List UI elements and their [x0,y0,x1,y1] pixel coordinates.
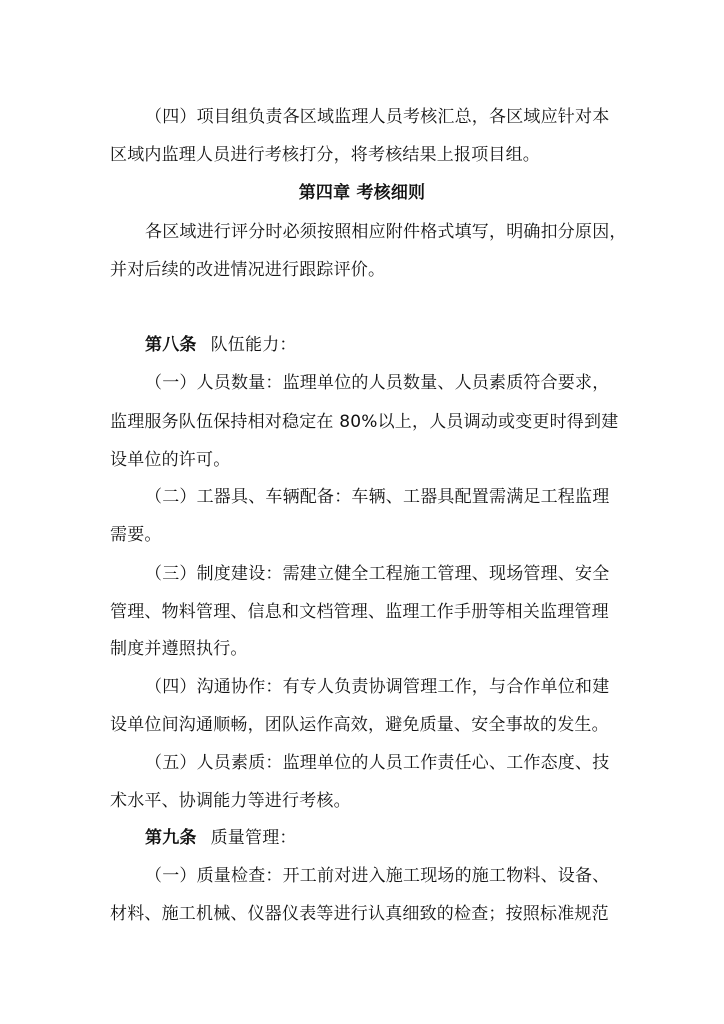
a8-4-line-2: 设单位间沟通顺畅，团队运作高效，避免质量、安全事故的发生。 [110,715,609,735]
p1-line-1: （四）项目组负责各区域监理人员考核汇总，各区域应针对本 [145,107,610,127]
a8-2-line-2: 需要。 [110,525,162,545]
article-9-title: 质量管理： [210,828,297,848]
a9-1-line-2: 材料、施工机械、仪器仪表等进行认真细致的检查；按照标准规范 [110,904,609,924]
chapter-title: 第四章 考核细则 [298,183,426,203]
a8-5-line-2: 术水平、协调能力等进行考核。 [110,791,351,811]
a8-4-line-1: （四）沟通协作：有专人负责协调管理工作，与合作单位和建 [145,677,610,697]
intro-line-1: 各区域进行评分时必须按照相应附件格式填写，明确扣分原因， [145,222,627,242]
a8-5-line-1: （五）人员素质：监理单位的人员工作责任心、工作态度、技 [145,753,610,773]
article-8-heading [145,333,645,357]
article-8-title: 队伍能力： [210,335,297,355]
p1-line-2: 区域内监理人员进行考核打分，将考核结果上报项目组。 [110,145,540,165]
article-9-label: 第九条 [145,828,197,848]
a8-3-line-1: （三）制度建设：需建立健全工程施工管理、现场管理、安全 [145,564,610,584]
a8-1-line-3: 设单位的许可。 [110,450,231,470]
article-8-label: 第八条 [145,335,197,355]
a8-3-line-3: 制度并遵照执行。 [110,639,248,659]
article-9-heading [145,826,645,850]
a8-1-line-2: 监理服务队伍保持相对稳定在 80%以上，人员调动或变更时得到建 [110,412,619,432]
a8-3-line-2: 管理、物料管理、信息和文档管理、监理工作手册等相关监理管理 [110,602,609,622]
a9-1-line-1: （一）质量检查：开工前对进入施工现场的施工物料、设备、 [145,866,610,886]
intro-line-2: 并对后续的改进情况进行跟踪评价。 [110,260,386,280]
a8-1-line-1: （一）人员数量：监理单位的人员数量、人员素质符合要求， [145,373,610,393]
a8-2-line-1: （二）工器具、车辆配备：车辆、工器具配置需满足工程监理 [145,487,610,507]
